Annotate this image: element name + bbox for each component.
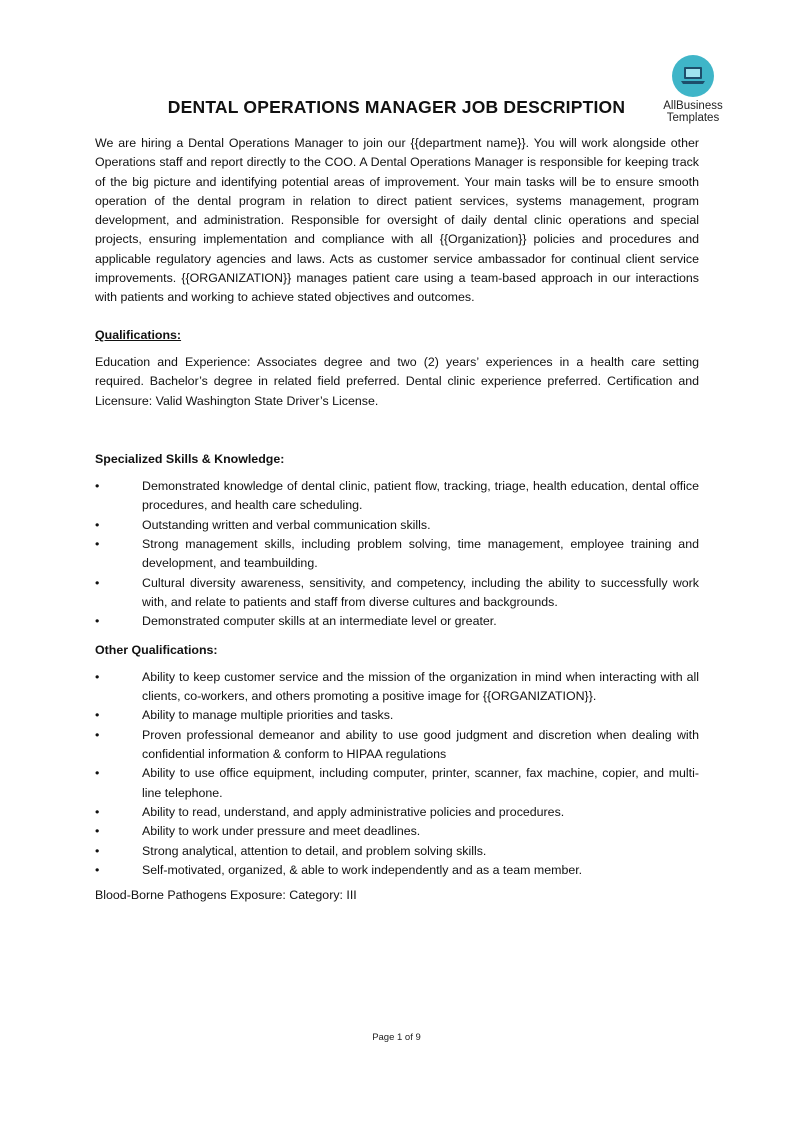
bullet-icon: •: [95, 708, 100, 723]
page-number: Page 1 of 9: [372, 1032, 421, 1043]
other-qualifications-list: [95, 668, 699, 880]
qualifications-paragraph: Education and Experience: Associates degree and two (2) years’ experiences in a health care setting required. Bachelor’s degree in related field preferred. Dental clinic experience preferred. Certification and Licensure: Valid Washington State Driver’s License.: [95, 354, 699, 408]
list-item: • Demonstrated computer skills at an intermediate level or greater.: [95, 612, 699, 631]
bullet-icon: •: [95, 517, 100, 532]
laptop-icon: [672, 55, 714, 97]
bullet-icon: •: [95, 727, 100, 742]
list-item: • Ability to manage multiple priorities and tasks.: [95, 706, 699, 725]
list-item: • Ability to use office equipment, including computer, printer, scanner, fax machine, copier, and multi-line telephone.: [95, 766, 699, 800]
pathogens-exposure-line: Blood-Borne Pathogens Exposure: Category: III: [95, 888, 357, 903]
bullet-icon: •: [95, 575, 100, 590]
bullet-icon: •: [95, 804, 100, 819]
qualifications-heading: Qualifications:: [95, 327, 182, 342]
bullet-icon: •: [95, 824, 100, 839]
bullet-icon: •: [95, 479, 100, 494]
other-qualifications-heading: Other Qualifications:: [95, 642, 218, 657]
specialized-skills-list: [95, 477, 699, 631]
bullet-icon: •: [95, 843, 100, 858]
list-item: • Proven professional demeanor and ability to use good judgment and discretion when dealing with confidential information & conform to HIPAA regulations: [95, 727, 699, 762]
specialized-skills-heading: Specialized Skills & Knowledge:: [95, 451, 285, 466]
list-item: • Strong management skills, including problem solving, time management, employee training and development, and teambuilding.: [95, 537, 699, 571]
list-item: • Ability to work under pressure and meet deadlines.: [95, 822, 699, 841]
bullet-icon: •: [95, 766, 100, 781]
list-item: • Strong analytical, attention to detail, and problem solving skills.: [95, 842, 699, 861]
list-item: • Ability to keep customer service and the mission of the organization in mind when interacting with all clients, co-workers, and others promoting a positive image for {{ORGANIZATION}}.: [95, 669, 699, 704]
document-title: DENTAL OPERATIONS MANAGER JOB DESCRIPTION: [167, 97, 626, 117]
list-item: • Outstanding written and verbal communication skills.: [95, 516, 699, 535]
list-item: • Demonstrated knowledge of dental clinic, patient flow, tracking, triage, health education, dental office procedures, and health care scheduling.: [95, 479, 699, 513]
logo-text-line2: Templates: [666, 112, 720, 124]
list-item: • Self-motivated, organized, & able to work independently and as a team member.: [95, 861, 699, 880]
bullet-icon: •: [95, 862, 100, 877]
list-item: • Ability to read, understand, and apply administrative policies and procedures.: [95, 803, 699, 822]
bullet-icon: •: [95, 537, 100, 552]
bullet-icon: •: [95, 669, 100, 684]
list-item: • Cultural diversity awareness, sensitivity, and competency, including the ability to successfully work with, and relate to patients and staff from diverse cultures and backgrounds.: [95, 575, 699, 609]
logo-text-line1: AllBusiness: [663, 100, 723, 112]
intro-paragraph: We are hiring a Dental Operations Manager to join our {{department name}}. You will work alongside other Operations staff and report directly to the COO. A Dental Operations Manager is responsible for keeping track of the big picture and identifying potential areas of improvement. Your main tasks will be to ensure smooth operation of the dental program in relation to direct patient services, systems management, program development, and administration. Responsible for oversight of daily dental clinic operations and special projects, ensuring implementation and compliance with all {{Organization}} policies and procedures and applicable regulatory agencies and laws. Acts as customer service ambassador for continual client service improvements. {{ORGANIZATION}} manages patient care using a team-based approach in our interactions with patients and working to achieve stated objectives and outcomes.: [95, 136, 699, 305]
document-body: [95, 134, 699, 905]
bullet-icon: •: [95, 614, 100, 629]
